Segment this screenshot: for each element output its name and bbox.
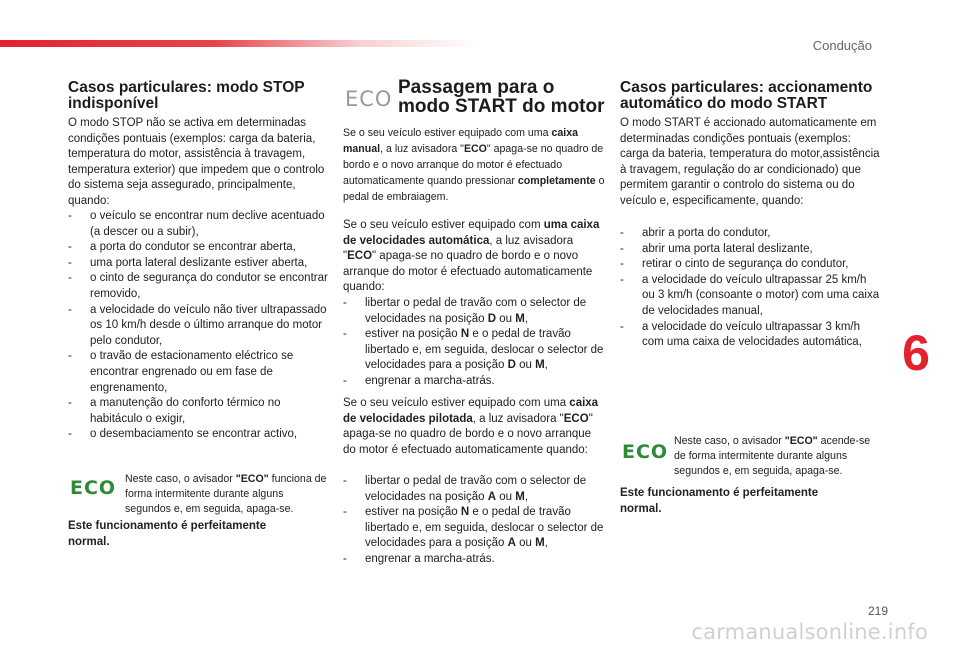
- list-item: - estiver na posição N e o pedal de travão libertado e, em seguida, deslocar o selector de velocidades para a posição D ou M,: [343, 327, 605, 374]
- list-item: - libertar o pedal de travão com o selector de velocidades na posição D ou M,: [343, 296, 605, 327]
- note-bold: "ECO": [784, 435, 818, 447]
- eco-indicator-icon: ECO: [622, 441, 669, 463]
- list-item: - o veículo se encontrar num declive acentuado (a descer ou a subir),: [68, 209, 330, 240]
- note-bold: "ECO": [235, 473, 269, 485]
- heading-stop-unavailable: Casos particulares: modo STOP indisponível: [68, 79, 305, 113]
- list-item: - a porta do condutor se encontrar aberta,: [68, 240, 330, 256]
- watermark: carmanualsonline.info: [691, 620, 928, 644]
- conditions-list: [620, 226, 880, 351]
- heading-auto-start: Casos particulares: accionamento automático do modo START: [620, 79, 873, 113]
- normal-operation-note: Este funcionamento é perfeitamente normal.: [620, 487, 819, 515]
- intro-paragraph: O modo STOP não se activa em determinadas condições pontuais (exemplos: carga da bateria, temperatura do motor, assistência à travagem, temperatura exterior) que impedem que o controlo do sistema seja assegurado, principalmente, quando:: [68, 117, 325, 207]
- section-title: Condução: [812, 38, 872, 53]
- note-text: Neste caso, o avisador: [674, 435, 785, 447]
- note-text: funciona de forma intermitente durante alguns segundos e, em seguida, apaga-se.: [125, 473, 327, 515]
- header-accent-bar: [0, 40, 480, 47]
- list-item: - libertar o pedal de travão com o selector de velocidades na posição A ou M,: [343, 474, 605, 505]
- list-item: - a velocidade do veículo ultrapassar 25 km/h ou 3 km/h (consoante o motor) com uma caixa de velocidades manual,: [620, 273, 880, 320]
- eco-gray-icon: ECO: [345, 87, 393, 111]
- conditions-list: [68, 209, 330, 443]
- list-item: - retirar o cinto de segurança do condutor,: [620, 257, 880, 273]
- heading-start-mode: Passagem para o modo START do motor: [398, 77, 605, 118]
- list-item: - a velocidade do veículo ultrapassar 3 km/h com uma caixa de velocidades automática,: [620, 320, 880, 351]
- list-item: - estiver na posição N e o pedal de travão libertado e, em seguida, deslocar o selector de velocidades para a posição A ou M,: [343, 505, 605, 552]
- list-item: - abrir a porta do condutor,: [620, 226, 880, 242]
- note-text: acende-se de forma intermitente durante alguns segundos e, em seguida, apaga-se.: [674, 435, 871, 477]
- list-item: - a velocidade do veículo não tiver ultrapassado os 10 km/h desde o último arranque do motor pelo condutor,: [68, 303, 330, 350]
- list-item: - engrenar a marcha-atrás.: [343, 374, 605, 390]
- piloted-list: [343, 474, 605, 568]
- eco-note: [125, 472, 330, 517]
- list-item: - o travão de estacionamento eléctrico se encontrar engrenado ou em fase de engrenamento,: [68, 349, 330, 396]
- manual-gearbox-paragraph: Se o seu veículo estiver equipado com uma caixa manual, a luz avisadora "ECO" apaga-se no quadro de bordo e o novo arranque do motor é efectuado automaticamente quando pressionar completamente o pedal de embraiagem.: [343, 127, 605, 203]
- list-item: - engrenar a marcha-atrás.: [343, 552, 605, 568]
- eco-note: [674, 434, 880, 479]
- chapter-number: 6: [902, 325, 930, 381]
- eco-indicator-icon: ECO: [70, 477, 117, 499]
- normal-operation-note: Este funcionamento é perfeitamente normal.: [68, 520, 267, 548]
- list-item: - o cinto de segurança do condutor se encontrar removido,: [68, 271, 330, 302]
- piloted-gearbox-paragraph: Se o seu veículo estiver equipado com uma caixa de velocidades pilotada, a luz avisadora "ECO" apaga-se no quadro de bordo e o novo arranque do motor é efectuado automaticamente quando:: [343, 397, 599, 456]
- list-item: - abrir uma porta lateral deslizante,: [620, 242, 880, 258]
- list-item: - o desembaciamento se encontrar activo,: [68, 427, 330, 443]
- intro-paragraph: O modo START é accionado automaticamente em determinadas condições pontuais (exemplos: carga da bateria, temperatura do motor,assistência à travagem, regulação do ar condicionado) que permitem garantir o controlo do sistema ou do veículo e, especificamente, quando:: [620, 117, 880, 207]
- list-item: - uma porta lateral deslizante estiver aberta,: [68, 256, 330, 272]
- automatic-gearbox-paragraph: Se o seu veículo estiver equipado com uma caixa de velocidades automática, a luz avisadora "ECO" apaga-se no quadro de bordo e o novo arranque do motor é efectuado automaticamente quando:: [343, 219, 600, 294]
- list-item: - a manutenção do conforto térmico no habitáculo o exigir,: [68, 396, 330, 427]
- note-text: Neste caso, o avisador: [125, 473, 236, 485]
- automatic-list: [343, 296, 605, 390]
- page-number: 219: [867, 604, 888, 618]
